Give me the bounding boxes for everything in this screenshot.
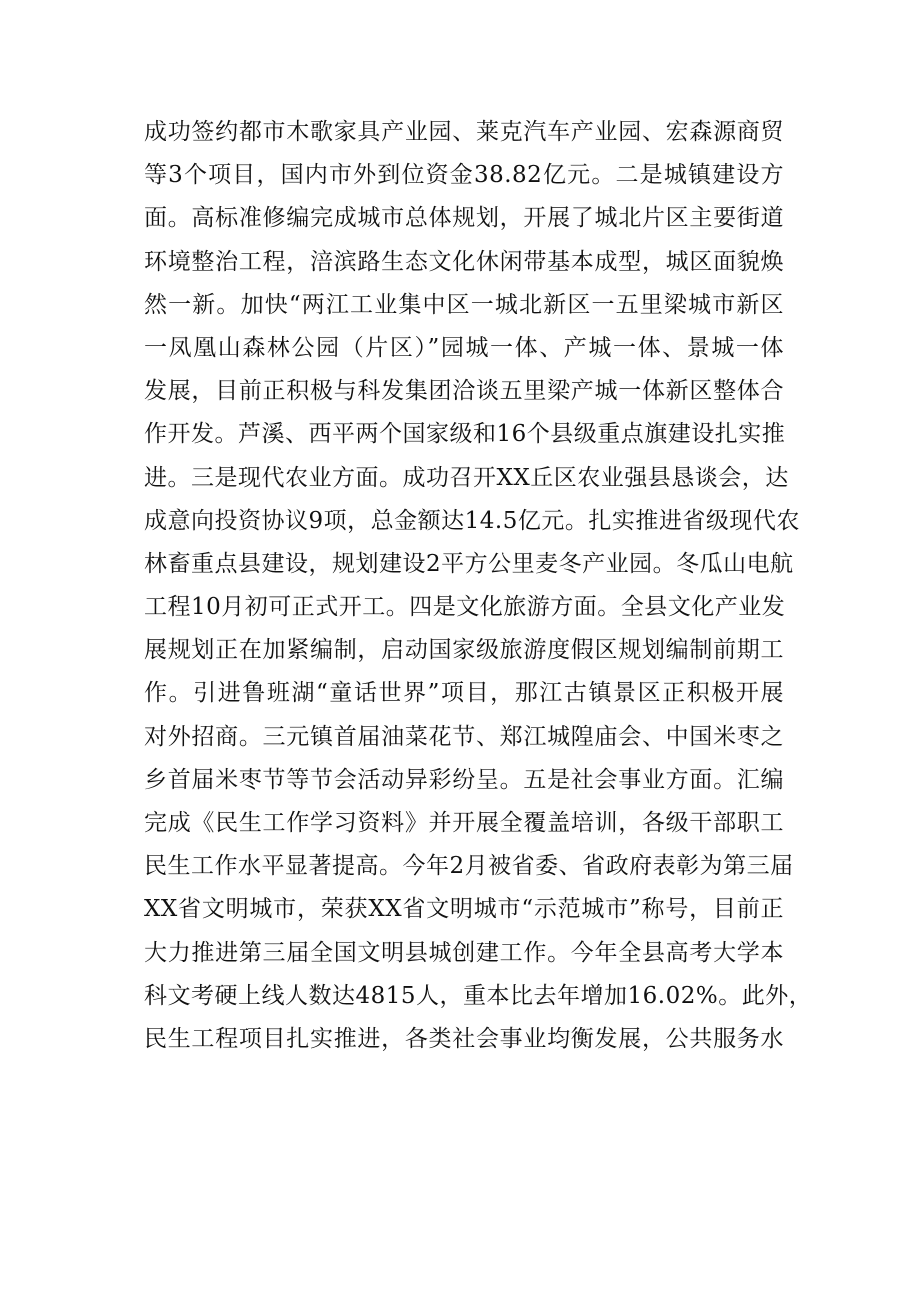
text-line: 作。引进鲁班湖“童话世界”项目，那江古镇景区正积极开展 — [144, 680, 784, 707]
text-line: 面。高标准修编完成城市总体规划，开展了城北片区主要街道 — [144, 205, 784, 232]
text-line: 大力推进第三届全国文明县城创建工作。今年全县高考大学本 — [144, 939, 784, 966]
text-line: 环境整治工程，涪滨路生态文化休闲带基本成型，城区面貌焕 — [144, 248, 784, 275]
text-line: 对外招商。三元镇首届油菜花节、郑江城隍庙会、中国米枣之 — [144, 723, 784, 750]
text-line: 等3个项目，国内市外到位资金38.82亿元。二是城镇建设方 — [144, 162, 784, 189]
text-line: 乡首届米枣节等节会活动异彩纷呈。五是社会事业方面。汇编 — [144, 766, 784, 793]
text-line: 展规划正在加紧编制，启动国家级旅游度假区规划编制前期工 — [144, 637, 784, 664]
text-line: 完成《民生工作学习资料》并开展全覆盖培训，各级干部职工 — [144, 810, 784, 836]
text-line: 然一新。加快“两江工业集中区一城北新区一五里梁城市新区 — [144, 291, 784, 318]
text-line: 民生工程项目扎实推进，各类社会事业均衡发展，公共服务水 — [144, 1025, 784, 1052]
text-line: 成功签约都市木歌家具产业园、莱克汽车产业园、宏森源商贸 — [144, 119, 784, 145]
text-line: 林畜重点县建设，规划建设2平方公里麦冬产业园。冬瓜山电航 — [144, 550, 794, 577]
text-line: XX省文明城市，荣获XX省文明城市“示范城市”称号，目前正 — [144, 896, 784, 923]
text-line: 科文考硬上线人数达4815人，重本比去年增加16.02%。此外， — [144, 982, 813, 1009]
text-line: 进。三是现代农业方面。成功召开XX丘区农业强县恳谈会，达 — [144, 464, 789, 491]
text-line: 作开发。芦溪、西平两个国家级和16个县级重点旗建设扎实推 — [144, 421, 786, 448]
text-line: 工程10月初可正式开工。四是文化旅游方面。全县文化产业发 — [144, 594, 786, 621]
body-paragraph — [144, 111, 813, 1061]
text-line: 民生工作水平显著提高。今年2月被省委、省政府表彰为第三届 — [144, 853, 794, 880]
text-line: 成意向投资协议9项，总金额达14.5亿元。扎实推进省级现代农 — [144, 507, 800, 534]
text-line: 一凤凰山森林公园（片区）”园城一体、产城一体、景城一体 — [144, 334, 784, 361]
text-line: 发展，目前正积极与科发集团洽谈五里梁产城一体新区整体合 — [144, 378, 784, 405]
